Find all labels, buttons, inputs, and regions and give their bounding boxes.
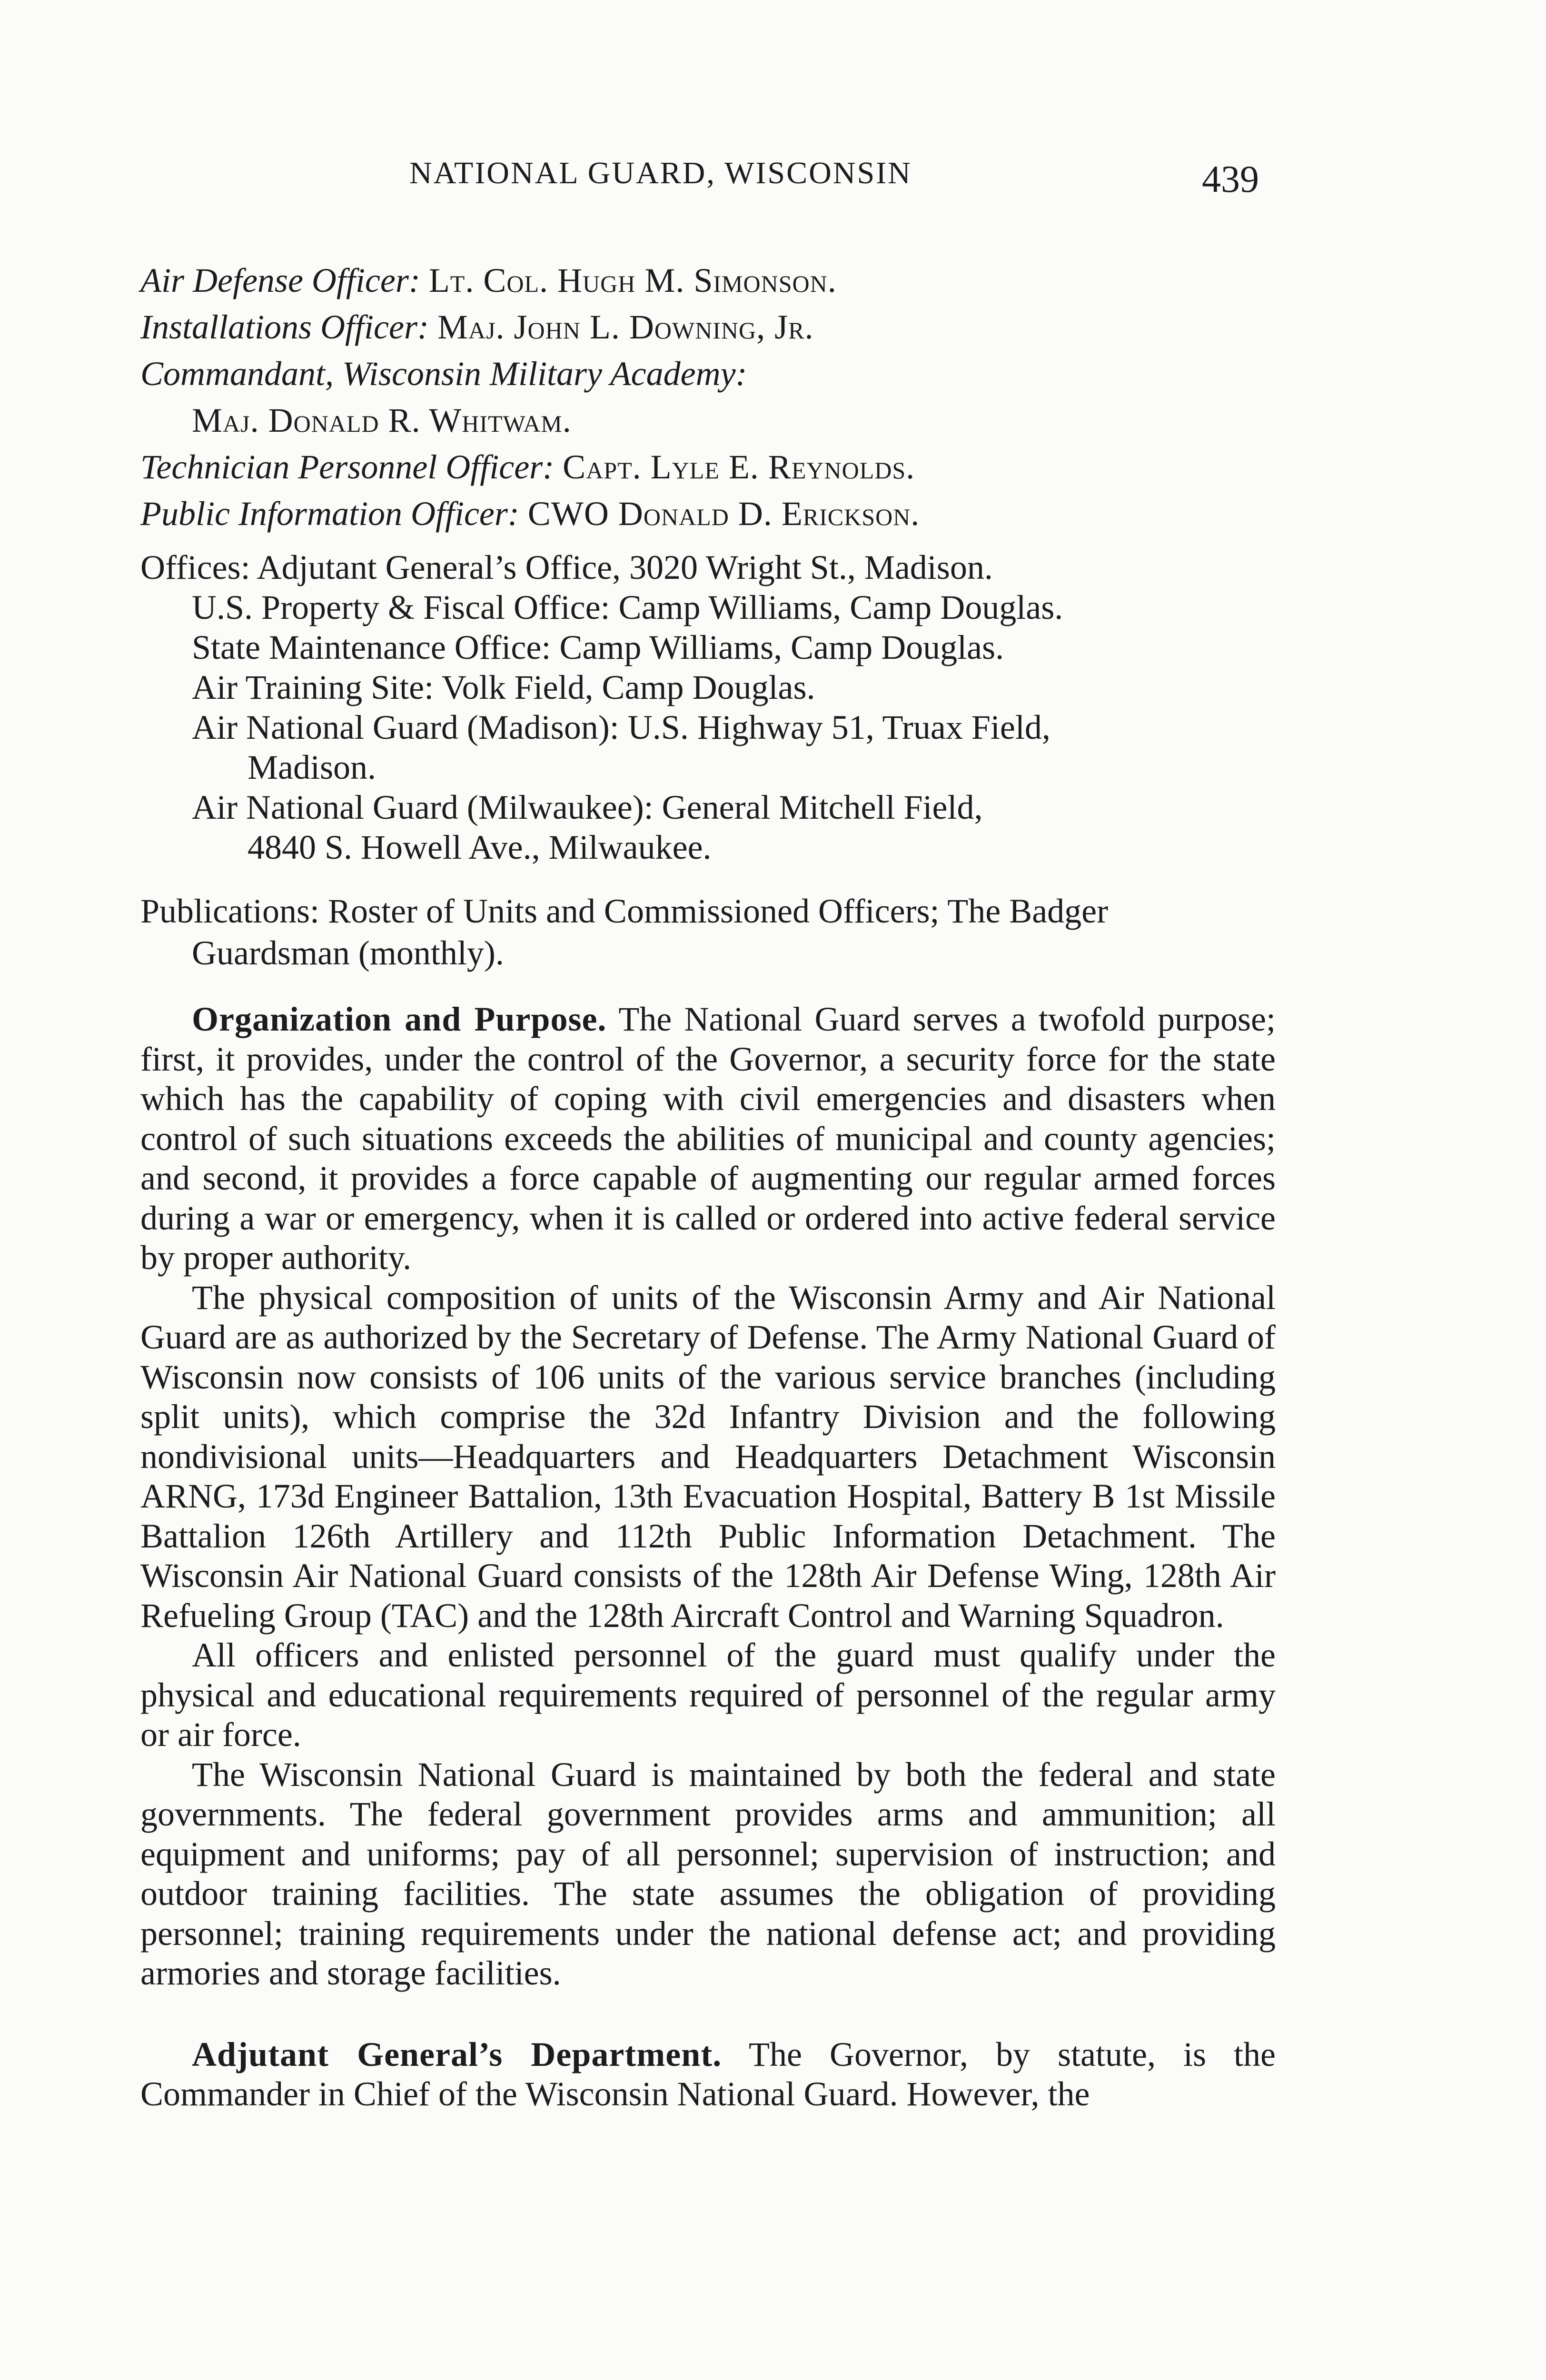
officer-name: Lt. Col. Hugh M. Simonson. (428, 261, 837, 299)
officer-entry (140, 304, 1276, 350)
offices-line: Air National Guard (Milwaukee): General Mitchell Field, (192, 788, 983, 826)
officer-entry (140, 490, 1276, 537)
running-head: NATIONAL GUARD, WISCONSIN (409, 156, 912, 190)
offices-line: U.S. Property & Fiscal Office: Camp Williams, Camp Douglas. (192, 588, 1063, 626)
officer-name: Maj. Donald R. Whitwam. (192, 401, 572, 439)
page-header (0, 151, 1546, 199)
officer-role: Installations Officer: (140, 308, 429, 346)
officers-list (140, 257, 1276, 537)
paragraph: The Wisconsin National Guard is maintained by both the federal and state governments. The federal government provides arms and ammunition; all equipment and uniforms; pay of all personnel; supervision of instruction; and outdoor training facilities. The state assumes the obligation of providing personnel; training requirements under the national defense act; and providing armories and storage facilities. (140, 1755, 1276, 1992)
paragraph: All officers and enlisted personnel of the guard must qualify under the physical and educational requirements required of personnel of the regular army or air force. (140, 1636, 1276, 1754)
officer-name: CWO Donald D. Erickson. (527, 495, 920, 533)
paragraph (140, 2035, 1276, 2114)
officer-entry (140, 257, 1276, 304)
offices-section (140, 547, 1276, 867)
officer-entry-continued (140, 397, 1276, 444)
section-heading: Organization and Purpose. (192, 1000, 607, 1038)
officer-name: Capt. Lyle E. Reynolds. (563, 448, 915, 486)
paragraph (140, 1000, 1276, 1278)
paragraph-text: The National Guard serves a twofold purpose; first, it provides, under the control of the Governor, a security force for the state which has the capability of coping with civil emergencies and disasters when control of such situations exceeds the abilities of municipal and county agencies; and second, it provides a force capable of augmenting our regular armed forces during a war or emergency, when it is called or ordered into active federal service by proper authority. (140, 1000, 1276, 1277)
officer-name: Maj. John L. Downing, Jr. (437, 308, 814, 346)
offices-line: State Maintenance Office: Camp Williams, Camp Douglas. (192, 628, 1004, 666)
officer-entry (140, 350, 1276, 397)
offices-line: 4840 S. Howell Ave., Milwaukee. (248, 828, 712, 866)
section-spacer (140, 1993, 1276, 2035)
officer-role: Commandant, Wisconsin Military Academy: (140, 355, 747, 393)
officer-role: Public Information Officer: (140, 495, 519, 533)
officer-role: Technician Personnel Officer: (140, 448, 555, 486)
paragraph: The physical composition of units of the Wisconsin Army and Air National Guard are as authorized by the Secretary of Defense. The Army National Guard of Wisconsin now consists of 106 units of the various service branches (including split units), which comprise the 32d Infantry Division and the following nondivisional units—Headquarters and Headquarters Detachment Wisconsin ARNG, 173d Engineer Battalion, 13th Evacuation Hospital, Battery B 1st Missile Battalion 126th Artillery and 112th Public Information Detachment. The Wisconsin Air National Guard consists of the 128th Air Defense Wing, 128th Air Refueling Group (TAC) and the 128th Aircraft Control and Warning Squadron. (140, 1278, 1276, 1635)
officer-role: Air Defense Officer: (140, 261, 420, 299)
body-text (140, 1000, 1276, 2114)
offices-line: Offices: Adjutant General’s Office, 3020 Wright St., Madison. (140, 548, 993, 586)
paragraph-text: The Governor, by statute, is the Commander in Chief of the Wisconsin National Guard. However, the (140, 2035, 1276, 2113)
publications-line: Guardsman (monthly). (192, 934, 504, 972)
offices-line: Air Training Site: Volk Field, Camp Douglas. (192, 668, 815, 706)
offices-line: Madison. (248, 748, 376, 786)
section-heading: Adjutant General’s Department. (192, 2035, 722, 2073)
officer-entry (140, 444, 1276, 490)
page-number: 439 (1202, 159, 1259, 200)
publications-line: Publications: Roster of Units and Commissioned Officers; The Badger (140, 892, 1109, 930)
publications-section (140, 890, 1276, 974)
offices-line: Air National Guard (Madison): U.S. Highway 51, Truax Field, (192, 708, 1050, 746)
